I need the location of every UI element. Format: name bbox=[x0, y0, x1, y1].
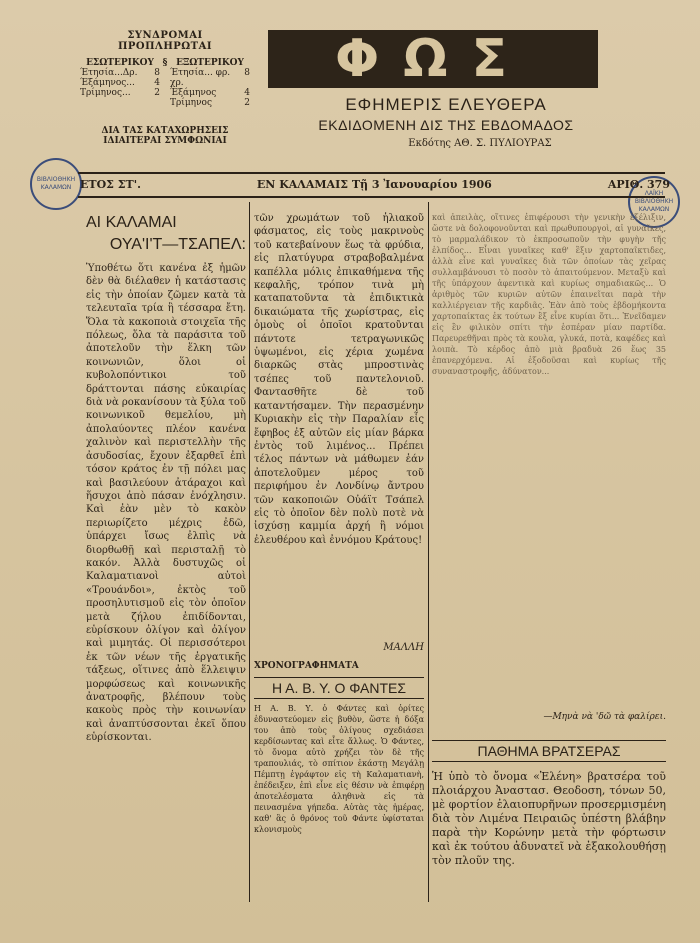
price-row: Έξάμηνος... 4 bbox=[80, 78, 160, 88]
chronicle-body: Η Α. Β. Υ. ὁ Φάντες καὶ ὁρίτες ἐδυναστεύομεν εἰς βυθὸν, ὥστε ἡ δόξα του ἀπὸ τοὺς ὀλίγους σχεδιάσει κερδίσωντας καὶ εἶτε ἄλλως. Ὁ Φάντες, τὸ ὄνομα αὐτὸ χρήζει τὸν δὲ τῆς τραπουλιάς, τὸ σπίτιον ἐκάστῃ Μεγάλῃ Πέμπτῃ ἐγράφτον εἰς τὴ Καλαματιανὴ, ἐπέδειξεν, ἐπὶ εἶνε εἰς θέσιν νὰ ἐπιφέρῃ ἀποτελέσματα ἀληθινὰ εἰς τὰ πεινασμένα γήπεδα. Αὐτὰς τὰς ἡμέρας, καθ' ἃς ὁ θρόνος τοῦ Φάντε ὑφίσταται κλονισμοὺς bbox=[254, 704, 424, 834]
article-continuation: τῶν χρωμάτων τοῦ ἡλιακοῦ φάσματος, εἰς τοὺς μακρινοὺς τοῦ κατεβαίνουν ἕως τὰ φρύδια, εἰς πλατύγυρα στραβοβαλμένα καπέλλα μόλις ἐπικαθήμενα τῆς κεφαλῆς, τρόπον τινὰ μὴ καταπατοῦντα τὰ ἐπιδικτικὰ δικαιώματα τῆς χωρίστρας, εἰς ὁμοὺς οἱ ὁποῖοι κρατοῦνται πάντοτε τετραγωνικῶς ὑψωμένοι, εἰς χέρια χωμένα διαρκῶς στὰς μπροστινὰς τσέπες τοῦ παντελονιοῦ. Φαντασθῆτε δὲ τοῦ καταντήσαμεν. Τὴν περασμένην Κυριακὴν εἰς τὴν Παραλίαν εἷς ἔφηβος ἐξ αὐτῶν εἰς μίαν βάρκα ἐντὸς τοῦ λιμένος... Πρέπει τέλος πάντων νὰ μάθωμεν ἐάν ἀποτελοῦμεν μέρος τοῦ περιφήμου ἐν Λονδίνῳ ἄντρου τῶν κακοποιῶν Οὐάϊτ Τσάπελ εἰς τὸ ὁποῖον δὲν πολὺ ποτὲ νὰ ἰσχύσῃ καμμία ἀρχή ἢ νόμοι ἐλευθέρου καὶ ἐννόμου Κράτους! bbox=[254, 213, 424, 546]
divider-glyph: § bbox=[162, 58, 168, 68]
news-body: Ἡ ὑπὸ τὸ ὄνομα «Ἐλένη» βρατσέρα τοῦ πλοιάρχου Ἀναστασ. Θεοδοση, τόνων 50, μὲ φορτίον ἐλαιοπυρῆνων προσερμισμένη διὰ τὸν Λιμένα Πειραιῶς ὑπέστη βλάβην παρὰ τὴν Κορώνην μετὰ τὴν φόρτωσιν καὶ ἐκ τούτου ἀδυνατεῖ νὰ ἐξακολουθήσῃ τὸν πλοῦν της. bbox=[432, 770, 666, 867]
rule-bottom bbox=[78, 196, 665, 198]
rule-top bbox=[78, 172, 665, 174]
subscriptions-title: ΣΥΝΔΡΟΜΑΙ ΠΡΟΠΛΗΡΩΤΑΙ bbox=[117, 30, 213, 52]
exterior-prices bbox=[170, 58, 250, 108]
library-stamp-right: ΛΑΪΚΗ ΒΙΒΛΙΟΘΗΚΗ ΚΑΛΑΜΩΝ bbox=[628, 176, 680, 228]
article-continuation: καὶ ἀπειλὰς, οἵτινες ἐπιφέρουσι τὴν γενικὴν ἐξέλιξιν, ὥστε νὰ δολοφονοῦνται καὶ πρωθυπουργοὶ, αἱ γυναῖκες, τὸ μαρμαλάδικον τὸ ἐκπροσωποῦν τὴν φυγὴν τῆς ἐλπίδος... Εἶναι γυναῖκες καθ' ἓξιν χαρτοπαῖκτιδες, ἀλλὰ εἶνε καὶ γυναῖκες διὰ τῶν ὁποίων τὰς χεῖρας συλλαμβάνουσι τὸ ποσὸν τὸ ἀπαιτούμενον. Μεταξὺ καὶ τῆς ὑπάρχουν ἀφεντικὰ καὶ κυρίως σημαδιακῶς... Ὁ ἀριθμὸς τῶν κυριῶν αὐτῶν ἐπαινεῖται παρὰ τὴν καλλιέργειαν τῆς καρδιᾶς. Ἐὰν ἀπὸ τοὺς ἑβδομήκοντα χαρτοπαίκτας ἐκ τούτων ἓξ εἶνε κυρίαι ὅτι... Ἐνεῖδαμεν εἰς ἓν φιλικὸν σπίτι τὴν ἑσπέραν μίαν παρτίδα. Παρευρεθῆναι πρὸς τὰ κουλα, γλυκά, ποτὰ, καφέδες καὶ λοιπὰ. Τὸ κέρδος ἀπὸ μιὰ βραδυὰ 26 ἕως 35 ἐπανερχόμενα. Αἱ ἐξοδοῦσαι καὶ κυρίως τῆς συναναστροφῆς, ἀδύνατον... bbox=[432, 213, 666, 376]
signature: ΜΑΛΛΗ bbox=[383, 642, 424, 653]
ads-note-2: ΙΔΙΑΙΤΕΡΑΙ ΣΥΜΦΩΝΙΑΙ bbox=[103, 136, 227, 146]
exterior-label: ΕΞΩΤΕΡΙΚΟΥ bbox=[176, 58, 244, 68]
masthead-subtitle-1: ΕΦΗΜΕΡΙΣ ΕΛΕΥΘΕΡΑ bbox=[345, 95, 547, 114]
price-row: Έξάμηνος 4 bbox=[170, 88, 250, 98]
price-row: Τρίμηνος 2 bbox=[170, 98, 250, 108]
price-row: Έτησία... φρ. χρ. 8 bbox=[170, 68, 250, 88]
interior-prices bbox=[80, 58, 160, 108]
news-title: ΠΑΘΗΜΑ ΒΡΑΤΣΕΡΑΣ bbox=[432, 740, 666, 762]
price-row: Τρίμηνος... 2 bbox=[80, 88, 160, 98]
issue-number: ΑΡΙΘ. 379 bbox=[607, 178, 670, 191]
subscription-box bbox=[80, 30, 250, 146]
column-divider bbox=[428, 202, 429, 902]
place-date: ΕΝ ΚΑΛΑΜΑΙΣ Τῇ 3 Ἰανουαρίου 1906 bbox=[256, 178, 492, 191]
signature: —Μηνὰ νὰ 'δῶ τὰ φαλίρει. bbox=[543, 712, 666, 722]
chronicle-title: Η Α. Β. Υ. Ο ΦΑΝΤΕΣ bbox=[254, 677, 424, 699]
column-3 bbox=[432, 212, 666, 868]
ads-note-1: ΔΙΑ ΤΑΣ ΚΑΤΑΧΩΡΗΣΕΙΣ bbox=[101, 126, 229, 136]
masthead-subtitle-2: ΕΚΔΙΔΟΜΕΝΗ ΔΙΣ ΤΗΣ ΕΒΔΟΜΑΔΟΣ bbox=[318, 117, 574, 133]
masthead-logo: ΦΩΣ bbox=[268, 30, 598, 88]
article-body: Ὑποθέτω ὅτι κανένα ἐξ ἡμῶν δὲν θὰ διέλαθεν ἡ κατάστασις εἰς τὴν ὁποίαν ζῶμεν κατὰ τὰ τελευταῖα τρία ἢ τέσσαρα ἔτη. Ὅλα τὰ κακοποιὰ στοιχεῖα τῆς πόλεως, ὅλα τὰ παράσιτα τοῦ ἀποτελοῦν τὴν ἕλκη τῶν κοινωνιῶν, ὅλοι οἱ κυβολοπόντικοι τοῦ δράττονται πάσης εὐκαιρίας διὰ νὰ ροκανίσουν τὰ ξύλα τοῦ κοινωνικοῦ θεμελίου, μὴ ἀπολαύοντες πλέον κανένα χαλινὸν καὶ περιστελλὴν τῆς ἀσυδοσίας, ἔχουν ἐξαρθεῖ ἐπὶ τόσον κράτος ἐν τῇ πόλει μας καὶ βασιλεύουν ἀτάραχοι καὶ ἥσυχοι ἀπὸ πάσαν ἐνόχλησιν. Καὶ ἐὰν μὲν τὸ κακὸν περιωρίζετο μέχρις ἐδῶ, ὑπάρχει ἴσως ἐλπὶς νὰ διορθωθῇ καὶ περισταλῇ τὸ κακόν. Ἀλλὰ δυστυχῶς οἱ Καλαματιανοὶ αὐτοὶ «Τρουάνδοι», ἐκτὸς τοῦ προσηλυτισμοῦ εἰς τὸν ὁποῖον μετὰ ζήλου ἐπιδίδονται, εὑρίσκουν ὀλίγον καὶ ὀλίγον καὶ μιμητάς. Οἱ περισσότεροι ἐκ τῶν νέων τῆς ἐργατικῆς τάξεως, οἵτινες ἀπὸ ἕλλειψιν μορφώσεως καὶ κοινωνικῆς ἀνατροφῆς, βλέπουν τοὺς κακοὺς πρὸς τὴν κοινωνίαν καὶ ἀναπτύσσονται ἐκεῖ ὅπου εὑρίσκονται. bbox=[86, 263, 246, 744]
column-divider bbox=[249, 202, 250, 902]
year-label: ΕΤΟΣ ΣΤ'. bbox=[80, 178, 141, 191]
publisher-line: Εκδότης ΑΘ. Σ. ΠΥΛΙΟΥΡΑΣ bbox=[408, 138, 552, 149]
price-table bbox=[80, 58, 250, 108]
article-title: ΑΙ ΚΑΛΑΜΑΙ ΟΥΑ'Ι'Τ—ΤΣΑΠΕΛ: bbox=[86, 214, 246, 253]
section-label: ΧΡΟΝΟΓΡΑΦΗΜΑΤΑ bbox=[254, 661, 359, 671]
price-row: Έτησία...Δρ. 8 bbox=[80, 68, 160, 78]
interior-label: ΕΣΩΤΕΡΙΚΟΥ bbox=[86, 58, 154, 68]
column-2 bbox=[254, 212, 424, 873]
library-stamp-left: ΒΙΒΛΙΟΘΗΚΗ ΚΑΛΑΜΩΝ bbox=[30, 158, 82, 210]
dateline bbox=[80, 178, 670, 191]
